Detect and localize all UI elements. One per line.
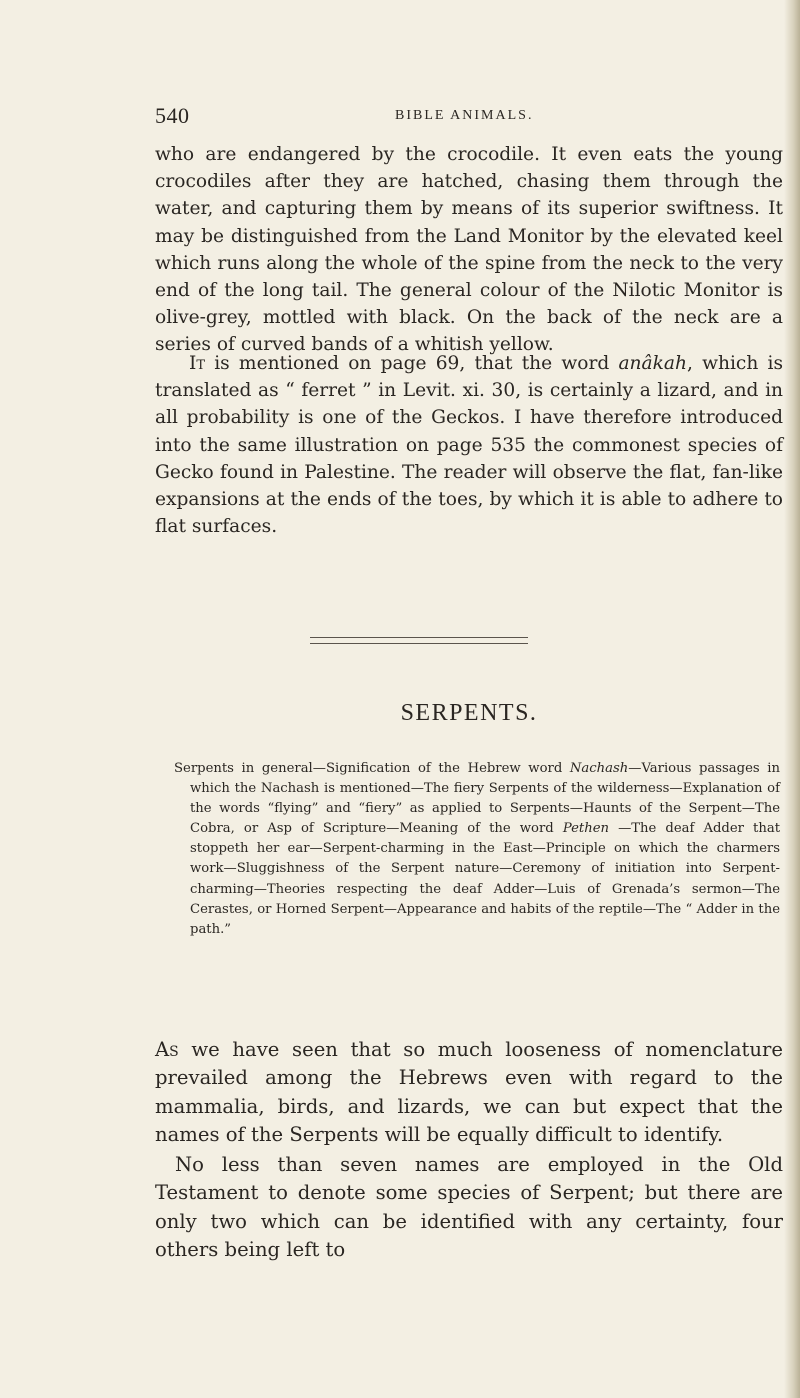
chapter-synopsis: Serpents in general—Signification of the Hebrew word Nachash—Various passages in which the Nachash is mentioned—The fiery Serpents of the wilderness—Explanation of the words “flying” and “fiery” as applied to Serpents—Haunts of the Serpent—The Cobra, or Asp of Scripture—Meaning of the word Pethen —The deaf Adder that stoppeth her ear—Serpent-charming in the East—Principle on which the charmers work—Sluggishness of the Serpent nature—Ceremony of initiation into Serpent-charming—Theories respecting the deaf Adder—Luis of Grenada’s sermon—The Cerastes, or Horned Serpent—Appearance and habits of the reptile—The “ Adder in the path.” — [174, 761, 780, 937]
paragraph-gecko — [155, 350, 783, 540]
page-number: 540 — [155, 103, 190, 128]
paragraph-lead-word: It — [189, 353, 206, 374]
running-head — [155, 103, 775, 129]
paragraph-text: No less than seven names are employed in the Old Testament to denote some species of Serpent; but there are only two which can be identified with any certainty, four others being left to — [155, 1152, 783, 1262]
section-divider — [310, 637, 528, 644]
hebrew-word-nachash: Nachash — [569, 761, 629, 776]
paragraph-text-a: is mentioned on page 69, that the word — [205, 353, 619, 374]
page-edge-shadow — [784, 0, 800, 1398]
paragraph-monitor — [155, 141, 783, 359]
paragraph-text: we have seen that so much looseness of nomenclature prevailed among the Hebrews even with regard to the mammalia, birds, and lizards, we can but expect that the names of the Serpents will be equally difficult to identify. — [155, 1037, 783, 1147]
hebrew-word-pethen: Pethen — [562, 821, 609, 837]
paragraph-text: who are endangered by the crocodile. It even eats the young crocodiles after they are hatched, chasing them through the water, and capturing them by means of its superior swiftness. It may be distinguished from the Land Monitor by the elevated keel which runs along the whole of the spine from the neck to the very end of the long tail. The general colour of the Nilotic Monitor is olive-grey, mottled with black. On the back of the neck are a series of curved bands of a whitish yellow. — [155, 144, 783, 356]
paragraph-lead-word: As — [155, 1037, 179, 1061]
section-title: SERPENTS. — [400, 700, 538, 726]
running-head-title: BIBLE ANIMALS. — [395, 108, 534, 123]
hebrew-word-anakah: anâkah — [618, 353, 687, 374]
paragraph-seven-names — [155, 1131, 783, 1285]
paragraph-text-b: , which is translated as “ ferret ” in Levit. xi. 30, is certainly a lizard, and in all probability is one of the Geckos. I have therefore introduced into the same illustration on page 535 the commonest species of Gecko found in Palestine. The reader will observe the flat, fan-like expansions at the ends of the toes, by which it is able to adhere to flat surfaces. — [155, 353, 783, 538]
